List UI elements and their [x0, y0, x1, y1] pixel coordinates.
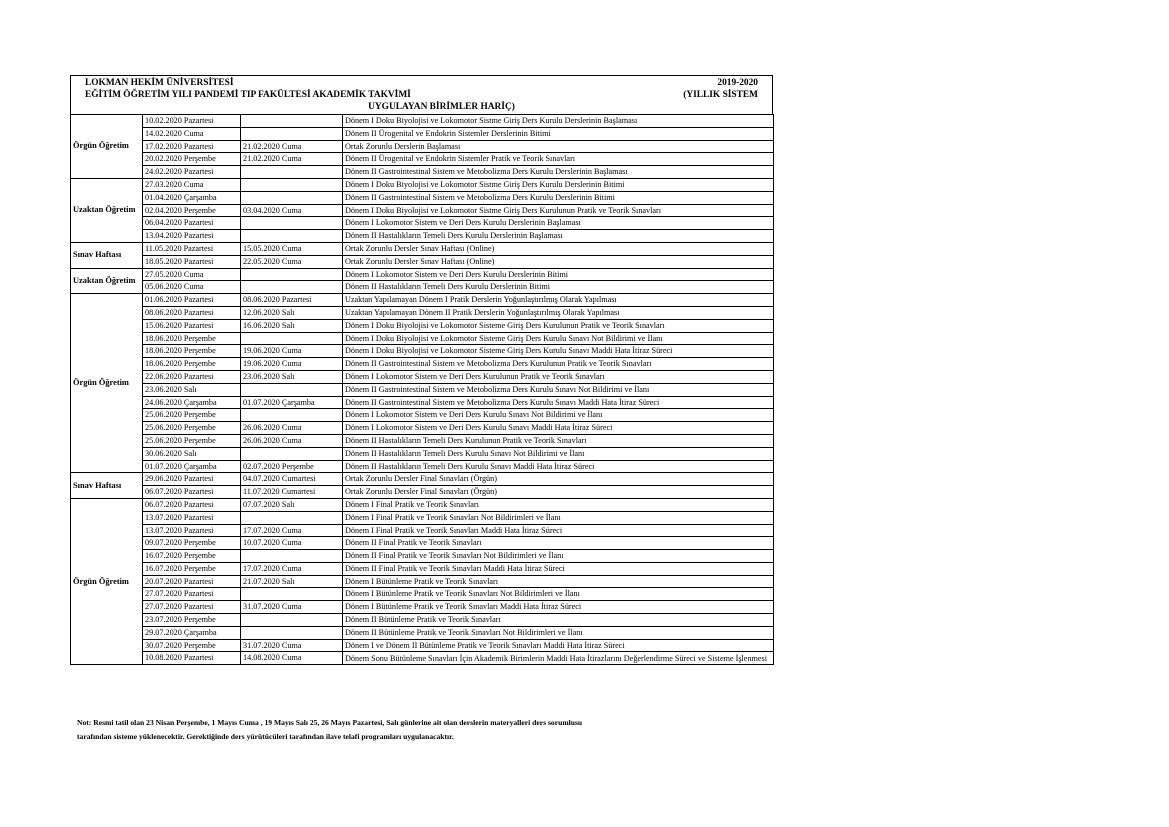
- end-date-cell: [241, 588, 343, 601]
- event-cell: Dönem I Lokomotor Sistem ve Deri Ders Kurulu Derslerinin Bitimi: [343, 268, 774, 281]
- end-date-cell: [241, 550, 343, 563]
- end-date-cell: 23.06.2020 Salı: [241, 370, 343, 383]
- table-row: [71, 345, 774, 358]
- event-cell: Uzaktan Yapılamayan Dönem II Pratik Derslerin Yoğunlaştırılmış Olarak Yapılması: [343, 306, 774, 319]
- event-cell: Dönem I Bütünleme Pratik ve Teorik Sınavları Maddi Hata İtiraz Süreci: [343, 601, 774, 614]
- start-date-cell: 01.07.2020 Çarşamba: [143, 460, 241, 473]
- start-date-cell: 30.07.2020 Perşembe: [143, 639, 241, 652]
- start-date-cell: 24.06.2020 Çarşamba: [143, 396, 241, 409]
- end-date-cell: 14.08.2020 Cuma: [241, 652, 343, 665]
- start-date-cell: 13.04.2020 Pazartesi: [143, 230, 241, 243]
- event-cell: Dönem I Doku Biyolojisi ve Lokomotor Sisteme Giriş Ders Kurulu Sınavı Maddi Hata İtiraz Süreci: [343, 345, 774, 358]
- event-cell: Dönem II Hastalıkların Temeli Ders Kurulu Derslerinin Bitimi: [343, 281, 774, 294]
- table-row: [71, 217, 774, 230]
- end-date-cell: 31.07.2020 Cuma: [241, 601, 343, 614]
- start-date-cell: 01.06.2020 Pazartesi: [143, 294, 241, 307]
- event-cell: Dönem II Final Pratik ve Teorik Sınavları: [343, 537, 774, 550]
- event-cell: Dönem II Gastrointestinal Sistem ve Metobolizma Ders Kurulu Derslerinin Başlaması: [343, 166, 774, 179]
- start-date-cell: 25.06.2020 Perşembe: [143, 434, 241, 447]
- table-row: [71, 486, 774, 499]
- table-row: [71, 166, 774, 179]
- table-row: [71, 306, 774, 319]
- table-row: [71, 153, 774, 166]
- end-date-cell: [241, 166, 343, 179]
- table-row: [71, 242, 774, 255]
- table-row: [71, 294, 774, 307]
- end-date-cell: 22.05.2020 Cuma: [241, 255, 343, 268]
- end-date-cell: [241, 447, 343, 460]
- calendar-header: [70, 75, 773, 114]
- table-row: [71, 575, 774, 588]
- calendar-table: [70, 114, 774, 665]
- start-date-cell: 06.04.2020 Pazartesi: [143, 217, 241, 230]
- table-row: [71, 191, 774, 204]
- start-date-cell: 29.07.2020 Çarşamba: [143, 626, 241, 639]
- start-date-cell: 29.06.2020 Pazartesi: [143, 473, 241, 486]
- event-cell: Dönem II Gastrointestinal Sistem ve Metobolizma Ders Kurulu Sınavı Maddi Hata İtiraz Süreci: [343, 396, 774, 409]
- start-date-cell: 02.04.2020 Perşembe: [143, 204, 241, 217]
- period-category: Uzaktan Öğretim: [71, 178, 143, 242]
- event-cell: Dönem II Hastalıkların Temeli Ders Kurulu Derslerinin Başlaması: [343, 230, 774, 243]
- event-cell: Dönem I Lokomotor Sistem ve Deri Ders Kurulunun Pratik ve Teorik Sınavları: [343, 370, 774, 383]
- period-category: Örgün Öğretim: [71, 115, 143, 179]
- event-cell: Dönem II Ürogenital ve Endokrin Sistemler Pratik ve Teorik Sınavları: [343, 153, 774, 166]
- start-date-cell: 18.06.2020 Perşembe: [143, 332, 241, 345]
- table-row: [71, 268, 774, 281]
- end-date-cell: [241, 191, 343, 204]
- start-date-cell: 15.06.2020 Pazartesi: [143, 319, 241, 332]
- start-date-cell: 27.03.2020 Cuma: [143, 178, 241, 191]
- table-row: [71, 178, 774, 191]
- table-row: [71, 447, 774, 460]
- event-cell: Dönem II Ürogenital ve Endokrin Sistemler Derslerinin Bitimi: [343, 127, 774, 140]
- end-date-cell: 04.07.2020 Cumartesi: [241, 473, 343, 486]
- event-cell: Dönem I Bütünleme Pratik ve Teorik Sınavları: [343, 575, 774, 588]
- start-date-cell: 06.07.2020 Pazartesi: [143, 486, 241, 499]
- event-cell: Dönem I Doku Biyolojisi ve Lokomotor Sisteme Giriş Ders Kurulunun Pratik ve Teorik Sınavları: [343, 319, 774, 332]
- event-cell: Dönem II Hastalıkların Temeli Ders Kurulu Sınavı Maddi Hata İtiraz Süreci: [343, 460, 774, 473]
- end-date-cell: [241, 217, 343, 230]
- table-row: [71, 332, 774, 345]
- academic-calendar-sheet: [70, 75, 773, 665]
- event-cell: Dönem II Hastalıkların Temeli Ders Kurulunun Pratik ve Teorik Sınavları: [343, 434, 774, 447]
- table-row: [71, 281, 774, 294]
- start-date-cell: 27.07.2020 Pazartesi: [143, 601, 241, 614]
- table-row: [71, 460, 774, 473]
- start-date-cell: 14.02.2020 Cuma: [143, 127, 241, 140]
- end-date-cell: 08.06.2020 Pazartesi: [241, 294, 343, 307]
- start-date-cell: 13.07.2020 Pazartesi: [143, 524, 241, 537]
- event-cell: Dönem II Hastalıkların Temeli Ders Kurulu Sınavı Not Bildirimi ve İlanı: [343, 447, 774, 460]
- start-date-cell: 16.07.2020 Perşembe: [143, 562, 241, 575]
- event-cell: Ortak Zorunlu Dersler Final Sınavları (Örgün): [343, 486, 774, 499]
- end-date-cell: 17.07.2020 Cuma: [241, 562, 343, 575]
- table-row: [71, 588, 774, 601]
- table-row: [71, 422, 774, 435]
- event-cell: Dönem I Doku Biyolojisi ve Lokomotor Sistme Giriş Ders Kurulu Derslerinin Bitimi: [343, 178, 774, 191]
- end-date-cell: 19.06.2020 Cuma: [241, 358, 343, 371]
- academic-year: 2019-2020: [717, 78, 758, 88]
- end-date-cell: 19.06.2020 Cuma: [241, 345, 343, 358]
- table-row: [71, 473, 774, 486]
- start-date-cell: 06.07.2020 Pazartesi: [143, 498, 241, 511]
- end-date-cell: 11.07.2020 Cumartesi: [241, 486, 343, 499]
- event-cell: Dönem I Final Pratik ve Teorik Sınavları: [343, 498, 774, 511]
- table-row: [71, 383, 774, 396]
- start-date-cell: 08.06.2020 Pazartesi: [143, 306, 241, 319]
- table-row: [71, 230, 774, 243]
- table-row: [71, 115, 774, 128]
- table-row: [71, 550, 774, 563]
- start-date-cell: 10.02.2020 Pazartesi: [143, 115, 241, 128]
- table-row: [71, 140, 774, 153]
- start-date-cell: 22.06.2020 Pazartesi: [143, 370, 241, 383]
- end-date-cell: [241, 127, 343, 140]
- end-date-cell: 26.06.2020 Cuma: [241, 434, 343, 447]
- event-cell: Ortak Zorunlu Derslerin Başlaması: [343, 140, 774, 153]
- end-date-cell: [241, 115, 343, 128]
- calendar-subtitle: UYGULAYAN BİRİMLER HARİÇ): [368, 102, 515, 112]
- period-category: Sınav Haftası: [71, 242, 143, 268]
- end-date-cell: 01.07.2020 Çarşamba: [241, 396, 343, 409]
- end-date-cell: 21.07.2020 Salı: [241, 575, 343, 588]
- period-category: Örgün Öğretim: [71, 294, 143, 473]
- event-cell: Dönem I Final Pratik ve Teorik Sınavları Not Bildirimleri ve İlanı: [343, 511, 774, 524]
- start-date-cell: 25.06.2020 Perşembe: [143, 422, 241, 435]
- start-date-cell: 18.05.2020 Pazartesi: [143, 255, 241, 268]
- end-date-cell: 21.02.2020 Cuma: [241, 153, 343, 166]
- event-cell: Uzaktan Yapılamayan Dönem I Pratik Derslerin Yoğunlaştırılmış Olarak Yapılması: [343, 294, 774, 307]
- event-cell: Dönem I Bütünleme Pratik ve Teorik Sınavları Not Bildirimleri ve İlanı: [343, 588, 774, 601]
- end-date-cell: 02.07.2020 Perşembe: [241, 460, 343, 473]
- period-category: Örgün Öğretim: [71, 498, 143, 664]
- event-cell: Dönem II Gastrointestinal Sistem ve Metobolizma Ders Kurulunun Pratik ve Teorik Sınavları: [343, 358, 774, 371]
- start-date-cell: 30.06.2020 Salı: [143, 447, 241, 460]
- start-date-cell: 18.06.2020 Perşembe: [143, 358, 241, 371]
- table-row: [71, 639, 774, 652]
- event-cell: Dönem I Doku Biyolojisi ve Lokomotor Sistme Giriş Ders Kurulu Derslerinin Başlaması: [343, 115, 774, 128]
- footnote-line: tarafından sisteme yüklenecektir. Gerektiğinde ders yürütücüleri tarafından ilave telafi programları uygulanacaktır.: [77, 732, 454, 741]
- start-date-cell: 20.07.2020 Pazartesi: [143, 575, 241, 588]
- footnote: [77, 716, 777, 744]
- end-date-cell: 31.07.2020 Cuma: [241, 639, 343, 652]
- start-date-cell: 17.02.2020 Pazartesi: [143, 140, 241, 153]
- end-date-cell: [241, 614, 343, 627]
- start-date-cell: 10.08.2020 Pazartesi: [143, 652, 241, 665]
- end-date-cell: [241, 626, 343, 639]
- start-date-cell: 23.07.2020 Perşembe: [143, 614, 241, 627]
- table-row: [71, 511, 774, 524]
- table-row: [71, 434, 774, 447]
- end-date-cell: [241, 281, 343, 294]
- event-cell: Ortak Zorunlu Dersler Final Sınavları (Örgün): [343, 473, 774, 486]
- end-date-cell: [241, 511, 343, 524]
- table-row: [71, 255, 774, 268]
- start-date-cell: 01.04.2020 Çarşamba: [143, 191, 241, 204]
- table-row: [71, 652, 774, 665]
- event-cell: Ortak Zorunlu Dersler Sınav Haftası (Online): [343, 255, 774, 268]
- start-date-cell: 16.07.2020 Perşembe: [143, 550, 241, 563]
- start-date-cell: 25.06.2020 Perşembe: [143, 409, 241, 422]
- period-category: Sınav Haftası: [71, 473, 143, 499]
- table-row: [71, 127, 774, 140]
- table-row: [71, 614, 774, 627]
- end-date-cell: 07.07.2020 Salı: [241, 498, 343, 511]
- table-row: [71, 409, 774, 422]
- event-cell: Dönem I ve Dönem II Bütünleme Pratik ve Teorik Sınavları Maddi Hata İtiraz Süreci: [343, 639, 774, 652]
- start-date-cell: 18.06.2020 Perşembe: [143, 345, 241, 358]
- start-date-cell: 09.07.2020 Perşembe: [143, 537, 241, 550]
- start-date-cell: 11.05.2020 Pazartesi: [143, 242, 241, 255]
- end-date-cell: 12.06.2020 Salı: [241, 306, 343, 319]
- end-date-cell: 03.04.2020 Cuma: [241, 204, 343, 217]
- footnote-line: Not: Resmi tatil olan 23 Nisan Perşembe, 1 Mayıs Cuma , 19 Mayıs Salı 25, 26 Mayıs Pazartesi, Salı günlerine ait olan derslerin materyalleri ders sorumlusu: [77, 718, 583, 727]
- event-cell: Dönem I Final Pratik ve Teorik Sınavları Maddi Hata İtiraz Süreci: [343, 524, 774, 537]
- event-cell: Dönem I Lokomotor Sistem ve Deri Ders Kurulu Sınavı Not Bildirimi ve İlanı: [343, 409, 774, 422]
- table-row: [71, 601, 774, 614]
- calendar-title: EĞİTİM ÖĞRETİM YILI PANDEMİ TIP FAKÜLTESİ AKADEMİK TAKVİMİ: [85, 90, 411, 100]
- university-name: LOKMAN HEKİM ÜNİVERSİTESİ: [85, 78, 234, 88]
- start-date-cell: 23.06.2020 Salı: [143, 383, 241, 396]
- table-row: [71, 204, 774, 217]
- event-cell: Dönem II Bütünleme Pratik ve Teorik Sınavları Not Bildirimleri ve İlanı: [343, 626, 774, 639]
- end-date-cell: 16.06.2020 Salı: [241, 319, 343, 332]
- start-date-cell: 13.07.2020 Pazartesi: [143, 511, 241, 524]
- table-row: [71, 319, 774, 332]
- table-row: [71, 524, 774, 537]
- end-date-cell: [241, 268, 343, 281]
- event-cell: Dönem I Lokomotor Sistem ve Deri Ders Kurulu Derslerinin Başlaması: [343, 217, 774, 230]
- end-date-cell: 21.02.2020 Cuma: [241, 140, 343, 153]
- end-date-cell: 15.05.2020 Cuma: [241, 242, 343, 255]
- table-row: [71, 498, 774, 511]
- end-date-cell: 17.07.2020 Cuma: [241, 524, 343, 537]
- start-date-cell: 27.05.2020 Cuma: [143, 268, 241, 281]
- event-cell: Dönem II Gastrointestinal Sistem ve Metobolizma Ders Kurulu Derslerinin Bitimi: [343, 191, 774, 204]
- event-cell: Dönem I Lokomotor Sistem ve Deri Ders Kurulu Sınavı Maddi Hata İtiraz Süreci: [343, 422, 774, 435]
- end-date-cell: [241, 383, 343, 396]
- table-row: [71, 537, 774, 550]
- event-cell: Dönem II Final Pratik ve Teorik Sınavları Not Bildirimleri ve İlanı: [343, 550, 774, 563]
- system-note: (YILLIK SİSTEM: [683, 90, 758, 100]
- end-date-cell: [241, 409, 343, 422]
- period-category: Uzaktan Öğretim: [71, 268, 143, 294]
- event-cell: Dönem II Final Pratik ve Teorik Sınavları Maddi Hata İtiraz Süreci: [343, 562, 774, 575]
- table-row: [71, 358, 774, 371]
- end-date-cell: 26.06.2020 Cuma: [241, 422, 343, 435]
- start-date-cell: 24.02.2020 Pazartesi: [143, 166, 241, 179]
- start-date-cell: 27.07.2020 Pazartesi: [143, 588, 241, 601]
- table-row: [71, 626, 774, 639]
- event-cell: Dönem Sonu Bütünleme Sınavları İçin Akademik Birimlerin Maddi Hata İtirazlarını Değerlendirme Süreci ve Sisteme İşlenmesi: [343, 652, 774, 665]
- end-date-cell: [241, 178, 343, 191]
- end-date-cell: 10.07.2020 Cuma: [241, 537, 343, 550]
- event-cell: Dönem II Bütünleme Pratik ve Teorik Sınavları: [343, 614, 774, 627]
- event-cell: Dönem I Doku Biyolojisi ve Lokomotor Sisteme Giriş Ders Kurulu Sınavı Not Bildirimi ve İlanı: [343, 332, 774, 345]
- table-row: [71, 562, 774, 575]
- start-date-cell: 20.02.2020 Perşembe: [143, 153, 241, 166]
- table-row: [71, 396, 774, 409]
- table-row: [71, 370, 774, 383]
- event-cell: Ortak Zorunlu Dersler Sınav Haftası (Online): [343, 242, 774, 255]
- end-date-cell: [241, 230, 343, 243]
- event-cell: Dönem II Gastrointestinal Sistem ve Metobolizma Ders Kurulu Sınavı Not Bildirimi ve İlanı: [343, 383, 774, 396]
- event-cell: Dönem I Doku Biyolojisi ve Lokomotor Sistme Giriş Ders Kurulunun Pratik ve Teorik Sınavları: [343, 204, 774, 217]
- end-date-cell: [241, 332, 343, 345]
- start-date-cell: 05.06.2020 Cuma: [143, 281, 241, 294]
